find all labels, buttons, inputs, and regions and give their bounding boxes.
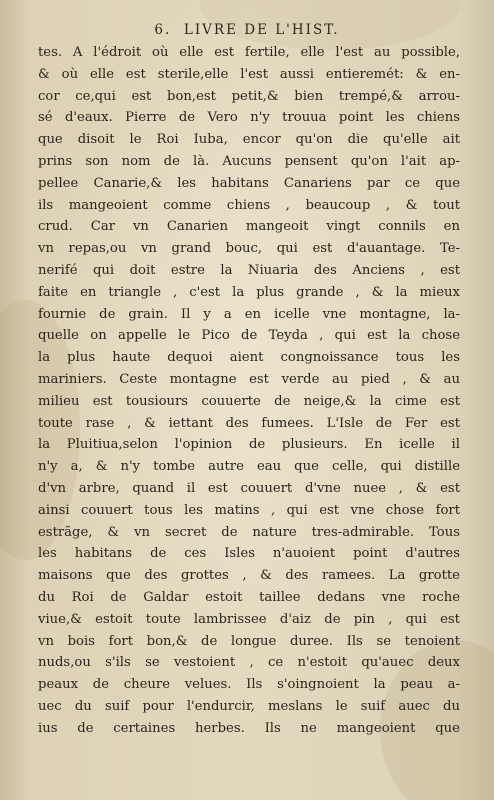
text-line: viue,& estoit toute lambrissee d'aiz de pin , qui est [38, 611, 460, 627]
text-line: uec du suif pour l'endurcir, meslans le suif auec du [38, 698, 460, 714]
text-line: tes. A l'édroit où elle est fertile, elle l'est au possible, [38, 45, 460, 60]
text-line: peaux de cheure velues. Ils s'oingnoient la peau a- [38, 677, 460, 693]
text-line: du Roi de Galdar estoit taillee dedans vne roche [38, 589, 460, 605]
text-line: fournie de grain. Il y a en icelle vne montagne, la- [38, 306, 460, 322]
text-line: mariniers. Ceste montagne est verde au pied , & au [38, 371, 460, 387]
text-line: quelle on appelle le Pico de Teyda , qui est la chose [38, 328, 460, 344]
text-line: & où elle est sterile,elle l'est aussi entieremét: & en- [38, 66, 460, 82]
body-text [38, 42, 460, 740]
text-line: estrãge, & vn secret de nature tres-admirable. Tous [38, 524, 460, 540]
text-line: milieu est tousiours couuerte de neige,& la cime est [38, 393, 460, 409]
text-line: maisons que des grottes , & des ramees. La grotte [38, 568, 460, 584]
text-line: ainsi couuert tous les matins , qui est vne chose fort [38, 502, 460, 518]
text-line: faite en triangle , c'est la plus grande , & la mieux [38, 284, 460, 300]
text-line: pellee Canarie,& les habitans Canariens par ce que [38, 175, 460, 191]
text-line: la plus haute dequoi aient congnoissance tous les [38, 350, 460, 366]
running-head: 6. LIVRE DE L'HIST. [154, 22, 340, 38]
text-line: ius de certaines herbes. Ils ne mangeoient que [38, 720, 460, 736]
text-line: que disoit le Roi Iuba, encor qu'on die qu'elle ait [38, 132, 460, 148]
text-line: n'y a, & n'y tombe autre eau que celle, qui distille [38, 459, 460, 475]
text-line: vn repas,ou vn grand bouc, qui est d'auantage. Te- [38, 241, 460, 257]
text-line: crud. Car vn Canarien mangeoit vingt connils en [38, 219, 460, 235]
text-line: cor ce,qui est bon,est petit,& bien trempé,& arrou- [38, 88, 460, 104]
text-line: vn bois fort bon,& de longue duree. Ils se tenoient [38, 633, 460, 649]
text-line: les habitans de ces Isles n'auoient point d'autres [38, 546, 460, 562]
text-line: nerifé qui doit estre la Niuaria des Anciens , est [38, 262, 460, 278]
text-line: la Pluitiua,selon l'opinion de plusieurs. En icelle il [38, 437, 460, 453]
text-line: prins son nom de là. Aucuns pensent qu'on l'ait ap- [38, 153, 460, 169]
text-line: toute rase , & iettant des fumees. L'Isle de Fer est [38, 415, 460, 431]
text-line: sé d'eaux. Pierre de Vero n'y trouua point les chiens [38, 110, 460, 126]
text-line: d'vn arbre, quand il est couuert d'vne nuee , & est [38, 480, 460, 496]
text-line: nuds,ou s'ils se vestoient , ce n'estoit qu'auec deux [38, 655, 460, 671]
text-line: ils mangeoient comme chiens , beaucoup , & tout [38, 197, 460, 213]
